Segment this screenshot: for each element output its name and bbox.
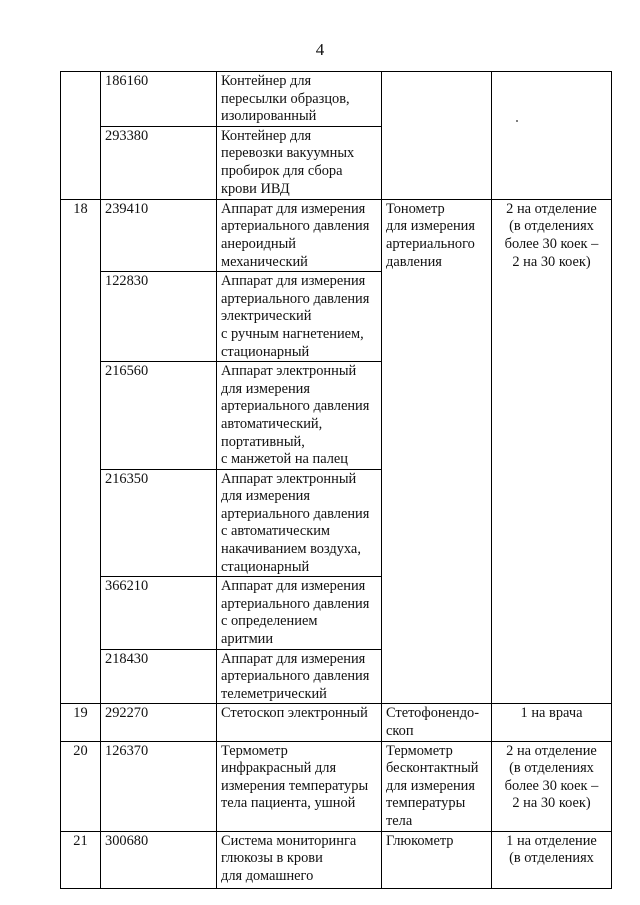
name-cell: Контейнер для перевозки вакуумных пробирок для сбора крови ИВД (217, 126, 382, 199)
table-row (61, 72, 612, 127)
code-cell: 216350 (101, 469, 217, 577)
table-row (61, 831, 612, 888)
row-number-cell: 19 (61, 704, 101, 741)
name-cell: Аппарат для измерения артериального давления телеметрический (217, 649, 382, 704)
code-cell: 292270 (101, 704, 217, 741)
table-row (61, 741, 612, 831)
equipment-table (60, 71, 612, 889)
type-cell: Стетофонендо- скоп (382, 704, 492, 741)
code-cell: 218430 (101, 649, 217, 704)
name-cell: Стетоскоп электронный (217, 704, 382, 741)
name-cell: Аппарат электронный для измерения артериального давления автоматический, портативный, с манжетой на палец (217, 362, 382, 470)
code-cell: 216560 (101, 362, 217, 470)
code-cell: 366210 (101, 577, 217, 649)
code-cell: 122830 (101, 272, 217, 362)
name-cell: Аппарат для измерения артериального давления с определением аритмии (217, 577, 382, 649)
type-cell: Глюкометр (382, 831, 492, 888)
table-row (61, 704, 612, 741)
type-cell: Тонометр для измерения артериального давления (382, 199, 492, 704)
name-cell: Система мониторинга глюкозы в крови для домашнего (217, 831, 382, 888)
code-cell: 239410 (101, 199, 217, 271)
row-number-cell: 18 (61, 199, 101, 704)
name-cell: Термометр инфракрасный для измерения температуры тела пациента, ушной (217, 741, 382, 831)
table-row (61, 199, 612, 271)
row-number-cell: 21 (61, 831, 101, 888)
row-number-cell: 20 (61, 741, 101, 831)
name-cell: Аппарат для измерения артериального давления электрический с ручным нагнетением, стационарный (217, 272, 382, 362)
quantity-cell: 1 на отделение (в отделениях (492, 831, 612, 888)
quantity-cell: 2 на отделение (в отделениях более 30 коек – 2 на 30 коек) (492, 199, 612, 704)
type-cell: Термометр бесконтактный для измерения температуры тела (382, 741, 492, 831)
type-cell (382, 72, 492, 200)
name-cell: Контейнер для пересылки образцов, изолированный (217, 72, 382, 127)
code-cell: 300680 (101, 831, 217, 888)
row-number-cell (61, 72, 101, 200)
name-cell: Аппарат электронный для измерения артериального давления с автоматическим накачиванием воздуха, стационарный (217, 469, 382, 577)
quantity-cell (492, 72, 612, 200)
quantity-cell: 2 на отделение (в отделениях более 30 коек – 2 на 30 коек) (492, 741, 612, 831)
code-cell: 186160 (101, 72, 217, 127)
name-cell: Аппарат для измерения артериального давления анероидный механический (217, 199, 382, 271)
page-number: 4 (315, 40, 325, 59)
code-cell: 126370 (101, 741, 217, 831)
quantity-cell: 1 на врача (492, 704, 612, 741)
code-cell: 293380 (101, 126, 217, 199)
